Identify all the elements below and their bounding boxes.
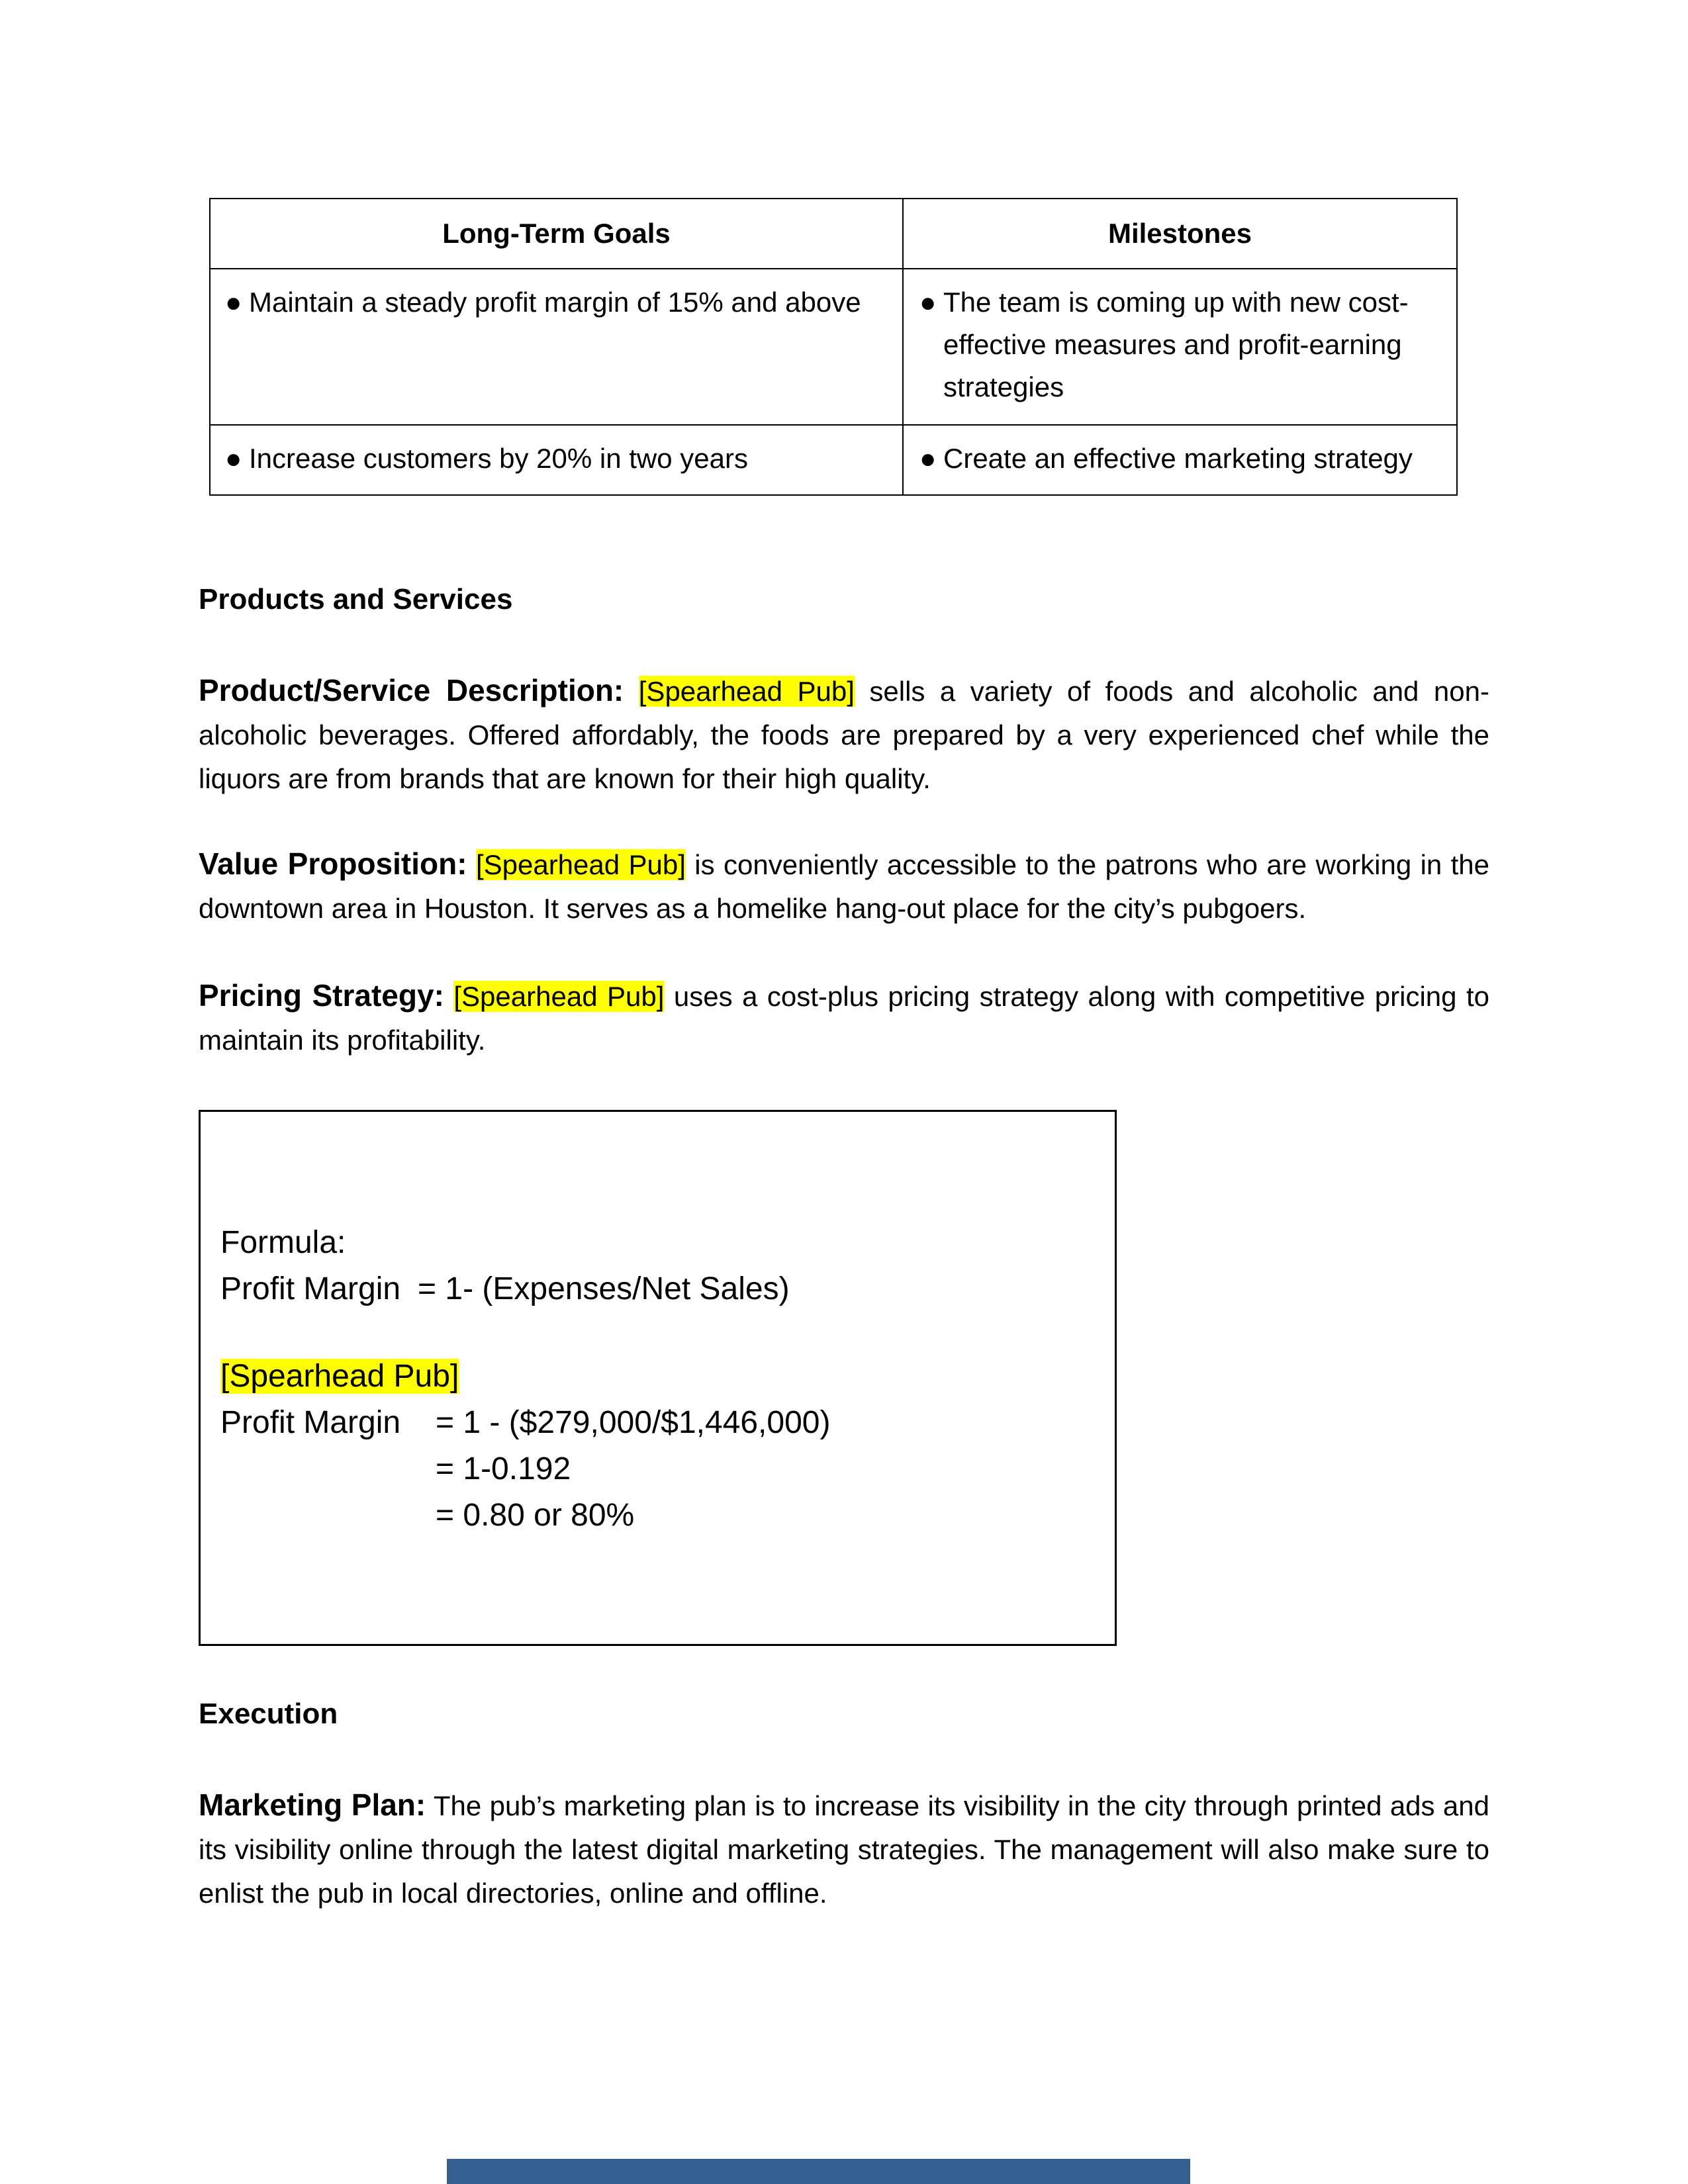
header-long-term-goals: Long-Term Goals [210,199,903,269]
goal-text: Maintain a steady profit margin of 15% and above [249,287,861,318]
company-name-highlight: [Spearhead Pub] [638,676,855,707]
table-row [210,425,1457,495]
pricing-strategy-paragraph [199,974,1489,1062]
product-description-paragraph [199,668,1489,801]
company-name-highlight: [Spearhead Pub] [475,849,686,880]
goals-milestones-table [209,198,1458,496]
formula-label: Formula: [220,1225,346,1260]
bullet-icon: ● [919,443,937,474]
goal-cell [210,425,903,495]
bullet-icon: ● [225,443,242,474]
marketing-plan-label: Marketing Plan: [199,1788,426,1822]
table-row [210,269,1457,425]
company-name-highlight: [Spearhead Pub] [453,981,665,1012]
milestone-text-line: strategies [943,371,1064,402]
calc-step: = 1-0.192 [436,1451,571,1486]
calc-step: = 0.80 or 80% [436,1498,635,1533]
milestone-cell [903,269,1457,425]
milestone-cell [903,425,1457,495]
milestone-text-line: Create an effective marketing strategy [943,443,1413,474]
formula-box [199,1110,1117,1646]
milestone-text-line: The team is coming up with new cost- [943,287,1409,318]
formula-name: Profit Margin [220,1271,401,1306]
company-name-highlight: [Spearhead Pub] [220,1359,459,1394]
products-services-heading: Products and Services [199,583,513,615]
value-proposition-label: Value Proposition: [199,846,467,881]
bullet-icon: ● [919,287,937,318]
value-proposition-text: is conveniently accessible to the patrons who are working in the downtown area in Houston. It serves as a homelike hang-out place for the city’s pubgoers. [199,849,1490,924]
pricing-strategy-text: uses a cost-plus pricing strategy along with competitive pricing to maintain its profitability. [199,981,1490,1056]
calc-name: Profit Margin [220,1405,401,1440]
pricing-strategy-label: Pricing Strategy: [199,978,444,1013]
milestone-text-line: effective measures and profit-earning [943,329,1402,360]
execution-heading: Execution [199,1698,338,1730]
marketing-plan-paragraph [199,1783,1489,1915]
formula-expression: = 1- (Expenses/Net Sales) [418,1271,790,1306]
calc-step: = 1 - ($279,000/$1,446,000) [436,1405,831,1440]
bullet-icon: ● [225,287,242,318]
goal-cell [210,269,903,425]
value-proposition-paragraph [199,842,1489,931]
goal-text: Increase customers by 20% in two years [249,443,748,474]
product-description-text: sells a variety of foods and alcoholic and non-alcoholic beverages. Offered affordably, the foods are prepared by a very experienced chef while the liquors are from brands that are known for their high quality. [199,676,1489,794]
marketing-plan-text: The pub’s marketing plan is to increase its visibility in the city through printed ads and its visibility online through the latest digital marketing strategies. The management will also make sure to enlist the pub in local directories, online and offline. [199,1790,1489,1909]
header-milestones: Milestones [903,199,1457,269]
product-description-label: Product/Service Description: [199,673,624,707]
footer-bar [447,2159,1190,2184]
